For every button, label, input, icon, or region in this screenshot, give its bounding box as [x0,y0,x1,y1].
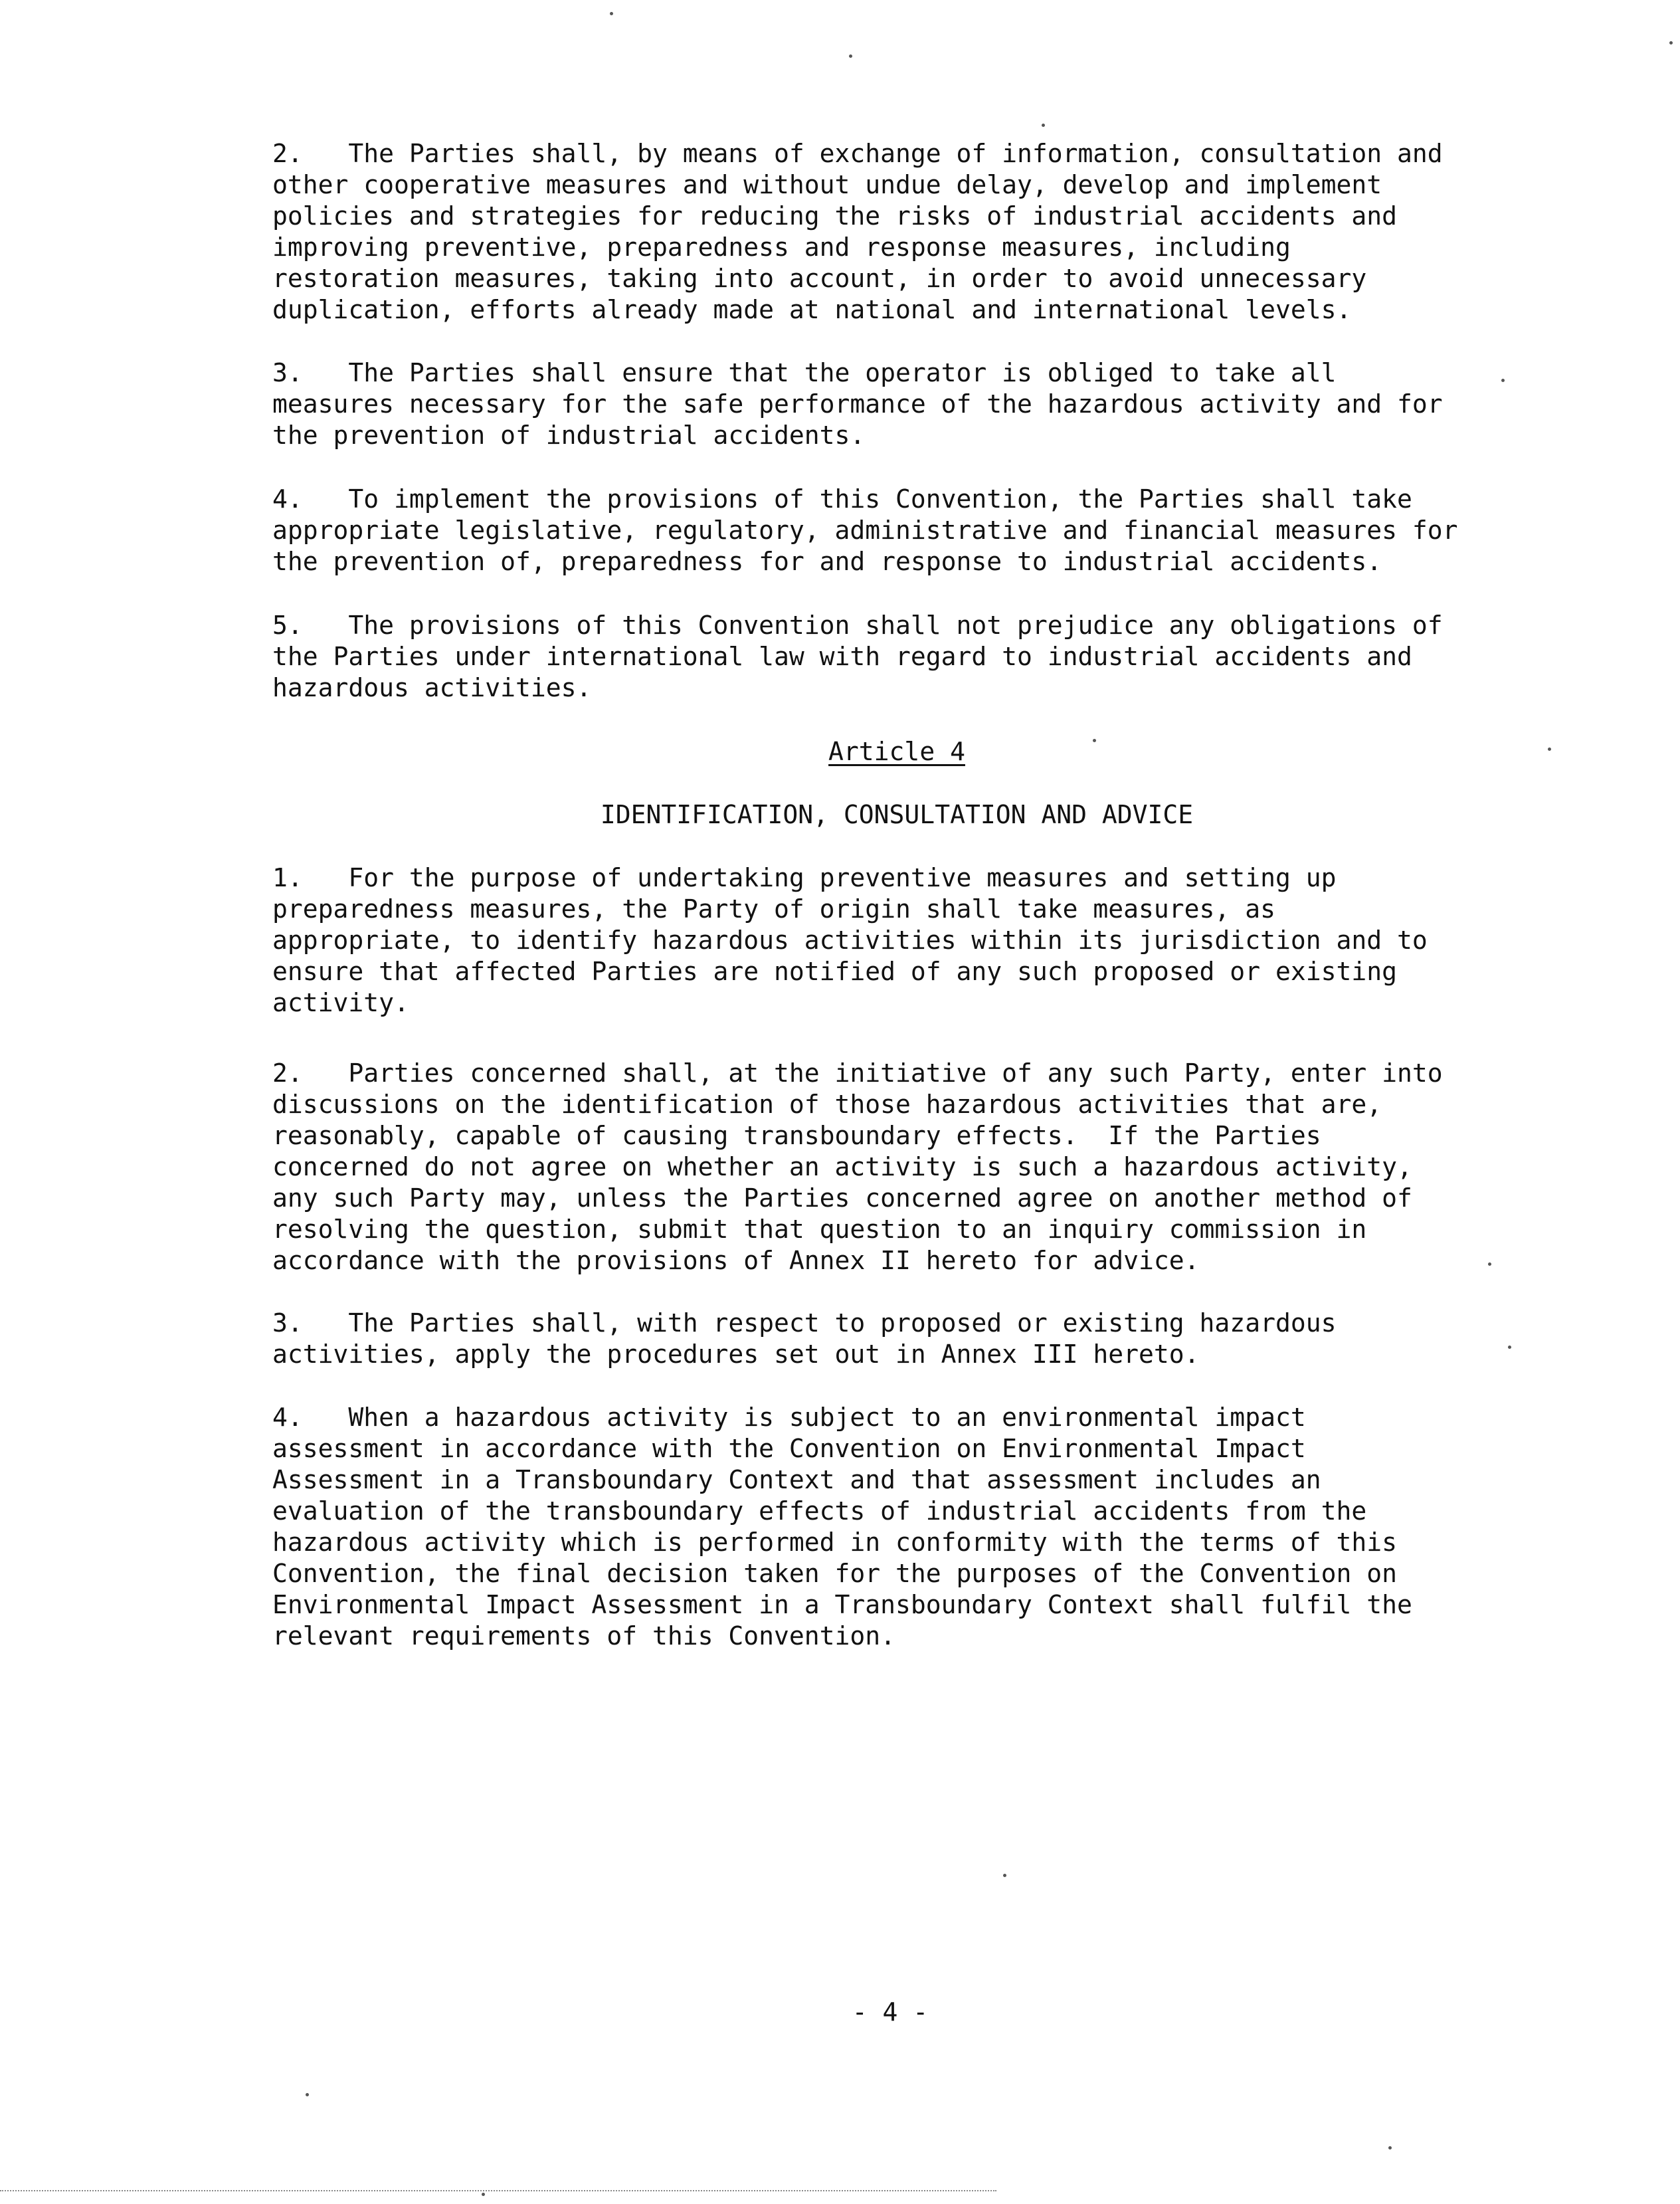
paragraph-article3-4: 4. To implement the provisions of this Convention, the Parties shall take appropriate legislative, regulatory, administrative and financial measures for the prevention of, preparedness for and response to industrial accidents. [272,484,1458,576]
paragraph-article3-5: 5. The provisions of this Convention shall not prejudice any obligations of the Parties under international law with regard to industrial accidents and hazardous activities. [272,611,1443,702]
scan-edge-line [0,2190,996,2193]
scan-speck [482,2193,485,2196]
scan-speck [1042,124,1045,127]
article-heading-text: Article 4 [828,737,965,766]
paragraph-article4-2: 2. Parties concerned shall, at the initiative of any such Party, enter into discussions on the identification of those hazardous activities that are, reasonably, capable of causing transboundary effects. If the Parties concerned do not agree on whether an activity is such a hazardous activity, any such Party may, unless the Parties concerned agree on another method of resolving the question, submit that question to an inquiry commission in accordance with the provisions of Annex II hereto for advice. [272,1058,1443,1275]
page-number: - 4 - [852,1997,929,2027]
paragraph-article4-4: 4. When a hazardous activity is subject to an environmental impact assessment in accordance with the Convention on Environmental Impact Assessment in a Transboundary Context and that assessment includes an evaluation of the transboundary effects of industrial accidents from the hazardous activity which is performed in conformity with the terms of this Convention, the final decision taken for the purposes of the Convention on Environmental Impact Assessment in a Transboundary Context shall fulfil the relevant requirements of this Convention. [272,1403,1412,1651]
paragraph-article3-3: 3. The Parties shall ensure that the operator is obliged to take all measures necessary for the safe performance of the hazardous activity and for the prevention of industrial accidents. [272,358,1443,450]
scan-speck [1003,1874,1006,1877]
article-title: IDENTIFICATION, CONSULTATION AND ADVICE [600,800,1194,829]
article-heading [272,736,1521,767]
scan-speck [1548,748,1551,751]
scan-speck [306,2093,309,2096]
scan-speck [1388,2146,1392,2150]
scan-speck [610,12,613,15]
paragraph-article3-2: 2. The Parties shall, by means of exchange of information, consultation and other cooperative measures and without undue delay, develop and implement policies and strategies for reducing the risks of industrial accidents and improving preventive, preparedness and response measures, including restoration measures, taking into account, in order to avoid unnecessary duplication, efforts already made at national and international levels. [272,139,1443,324]
scan-speck [849,54,852,58]
paragraph-article4-3: 3. The Parties shall, with respect to proposed or existing hazardous activities, apply the procedures set out in Annex III hereto. [272,1308,1337,1369]
scan-speck [1669,41,1673,45]
paragraph-article4-1: 1. For the purpose of undertaking preventive measures and setting up preparedness measures, the Party of origin shall take measures, as appropriate, to identify hazardous activities within its jurisdiction and to ensure that affected Parties are notified of any such proposed or existing activity. [272,863,1428,1017]
